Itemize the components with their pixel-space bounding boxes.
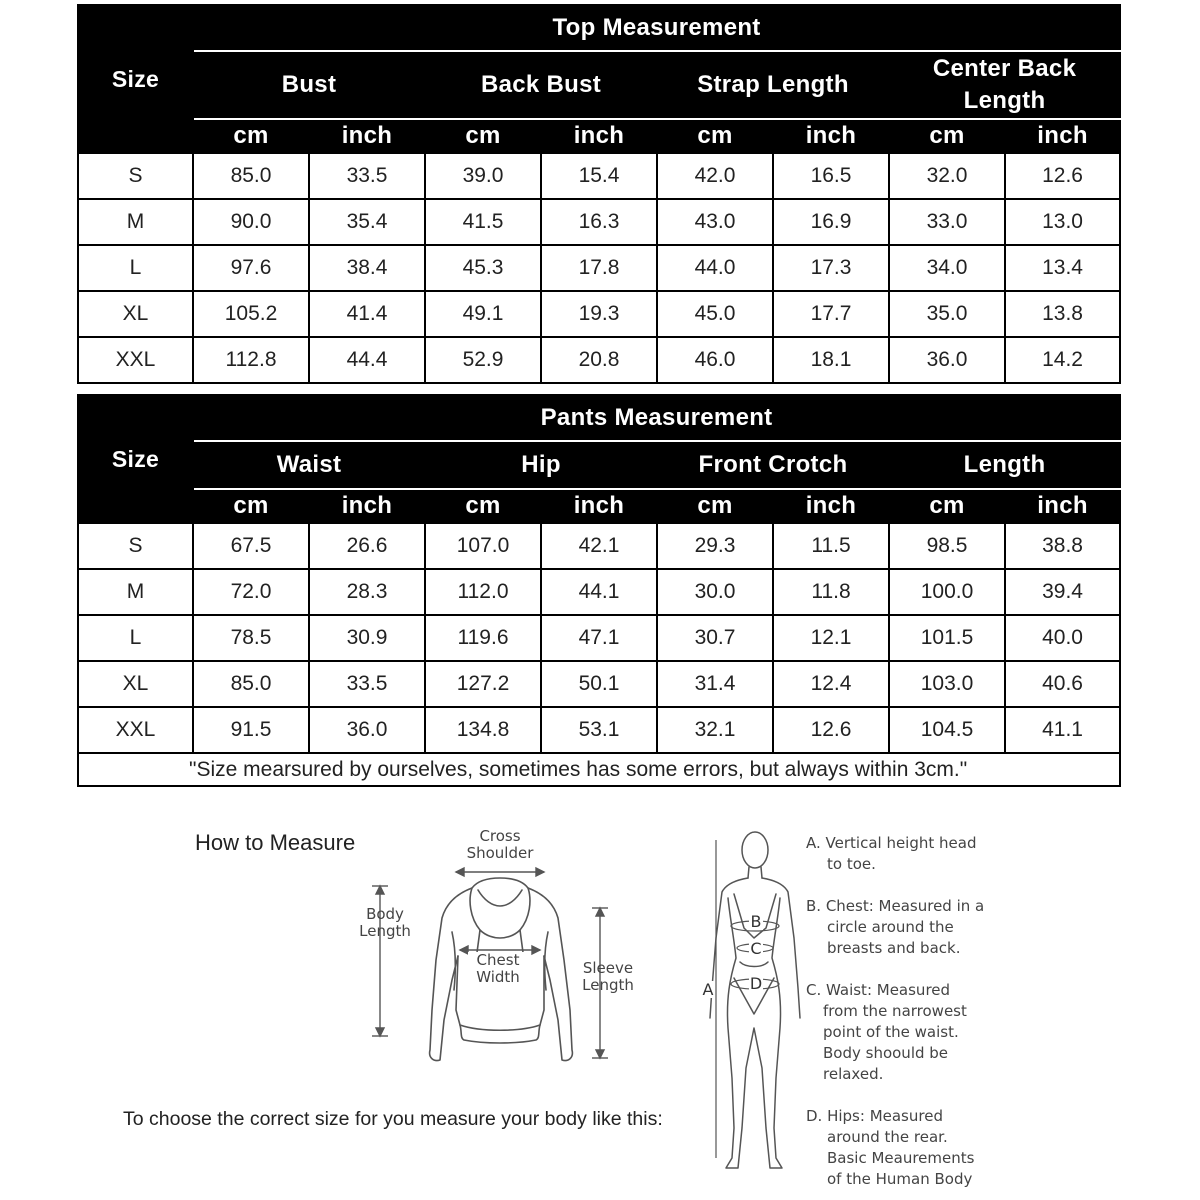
unit-inch: inch [541,489,657,523]
unit-cm: cm [657,119,773,153]
value-cell: 12.1 [773,615,889,661]
value-cell: 90.0 [193,199,309,245]
value-cell: 98.5 [889,523,1005,569]
value-cell: 30.9 [309,615,425,661]
value-cell: 107.0 [425,523,541,569]
value-cell: 17.7 [773,291,889,337]
value-cell: 44.4 [309,337,425,383]
how-to-measure-title: How to Measure [195,830,356,855]
value-cell: 12.6 [773,707,889,753]
value-cell: 127.2 [425,661,541,707]
value-cell: 32.0 [889,153,1005,199]
unit-cm: cm [657,489,773,523]
value-cell: 28.3 [309,569,425,615]
value-cell: 30.0 [657,569,773,615]
value-cell: 41.5 [425,199,541,245]
value-cell: 42.1 [541,523,657,569]
value-cell: 39.0 [425,153,541,199]
body-letter-d: D [749,974,763,993]
value-cell: 20.8 [541,337,657,383]
value-cell: 40.0 [1005,615,1120,661]
top-row-xxl [78,337,1120,383]
value-cell: 36.0 [889,337,1005,383]
top-size-header: Size [78,5,193,153]
value-cell: 100.0 [889,569,1005,615]
value-cell: 103.0 [889,661,1005,707]
value-cell: 119.6 [425,615,541,661]
top-table-body [78,153,1120,383]
value-cell: 52.9 [425,337,541,383]
value-cell: 36.0 [309,707,425,753]
size-cell: XL [78,291,193,337]
value-cell: 33.5 [309,153,425,199]
value-cell: 112.8 [193,337,309,383]
unit-inch: inch [1005,489,1120,523]
size-cell: XXL [78,707,193,753]
value-cell: 34.0 [889,245,1005,291]
value-cell: 41.1 [1005,707,1120,753]
size-cell: M [78,199,193,245]
value-cell: 15.4 [541,153,657,199]
value-cell: 40.6 [1005,661,1120,707]
pants-table-body [78,523,1120,753]
top-table-title: Top Measurement [193,5,1120,51]
pants-unit-row [78,489,1120,523]
value-cell: 43.0 [657,199,773,245]
value-cell: 38.4 [309,245,425,291]
value-cell: 49.1 [425,291,541,337]
value-cell: 16.3 [541,199,657,245]
value-cell: 72.0 [193,569,309,615]
value-cell: 97.6 [193,245,309,291]
note-a: A. Vertical height head to toe. [806,834,977,873]
top-group-back-bust: Back Bust [425,51,657,119]
value-cell: 12.6 [1005,153,1120,199]
size-cell: M [78,569,193,615]
body-letter-b: B [750,912,762,931]
value-cell: 30.7 [657,615,773,661]
pants-row-m [78,569,1120,615]
value-cell: 35.4 [309,199,425,245]
choose-size-instruction: To choose the correct size for you measure your body like this: [123,1108,663,1130]
value-cell: 38.8 [1005,523,1120,569]
value-cell: 44.0 [657,245,773,291]
body-letter-a: A [702,980,714,999]
note-d: D. Hips: Measured around the rear. Basic Meaurements of the Human Body [806,1107,975,1188]
pants-size-header: Size [78,395,193,523]
pants-measurement-table [77,394,1121,787]
note-c: C. Waist: Measured from the narrowest point of the waist. Body shoould be relaxed. [806,981,967,1083]
value-cell: 26.6 [309,523,425,569]
value-cell: 42.0 [657,153,773,199]
value-cell: 32.1 [657,707,773,753]
value-cell: 31.4 [657,661,773,707]
value-cell: 16.9 [773,199,889,245]
unit-cm: cm [889,489,1005,523]
unit-inch: inch [541,119,657,153]
pants-group-length: Length [889,441,1120,489]
top-group-strap-length: Strap Length [657,51,889,119]
pants-group-waist: Waist [193,441,425,489]
pants-row-xxl [78,707,1120,753]
value-cell: 13.8 [1005,291,1120,337]
value-cell: 29.3 [657,523,773,569]
value-cell: 33.0 [889,199,1005,245]
value-cell: 45.0 [657,291,773,337]
unit-inch: inch [1005,119,1120,153]
value-cell: 105.2 [193,291,309,337]
unit-cm: cm [193,489,309,523]
value-cell: 13.4 [1005,245,1120,291]
chest-width-label: Chest Width [468,952,528,986]
pants-group-hip: Hip [425,441,657,489]
value-cell: 13.0 [1005,199,1120,245]
value-cell: 44.1 [541,569,657,615]
value-cell: 16.5 [773,153,889,199]
top-row-xl [78,291,1120,337]
value-cell: 41.4 [309,291,425,337]
value-cell: 39.4 [1005,569,1120,615]
value-cell: 104.5 [889,707,1005,753]
value-cell: 11.8 [773,569,889,615]
size-cell: S [78,523,193,569]
value-cell: 12.4 [773,661,889,707]
pants-row-xl [78,661,1120,707]
value-cell: 85.0 [193,661,309,707]
top-unit-row [78,119,1120,153]
value-cell: 134.8 [425,707,541,753]
unit-cm: cm [193,119,309,153]
value-cell: 11.5 [773,523,889,569]
size-cell: XL [78,661,193,707]
value-cell: 35.0 [889,291,1005,337]
human-body-diagram [700,828,810,1178]
pants-group-front-crotch: Front Crotch [657,441,889,489]
body-length-label: Body Length [359,905,411,940]
top-group-center-back-length: Center Back Length [889,51,1120,119]
value-cell: 112.0 [425,569,541,615]
unit-cm: cm [889,119,1005,153]
unit-inch: inch [309,489,425,523]
top-group-bust: Bust [193,51,425,119]
top-row-l [78,245,1120,291]
value-cell: 17.8 [541,245,657,291]
cross-shoulder-label: Cross Shoulder [466,827,534,862]
value-cell: 45.3 [425,245,541,291]
size-cell: S [78,153,193,199]
value-cell: 91.5 [193,707,309,753]
value-cell: 101.5 [889,615,1005,661]
unit-inch: inch [773,119,889,153]
top-row-s [78,153,1120,199]
value-cell: 53.1 [541,707,657,753]
value-cell: 19.3 [541,291,657,337]
pants-row-l [78,615,1120,661]
pants-table-title: Pants Measurement [193,395,1120,441]
pants-row-s [78,523,1120,569]
value-cell: 17.3 [773,245,889,291]
size-cell: L [78,245,193,291]
value-cell: 47.1 [541,615,657,661]
value-cell: 14.2 [1005,337,1120,383]
size-cell: L [78,615,193,661]
value-cell: 85.0 [193,153,309,199]
body-letter-c: C [750,939,762,958]
value-cell: 50.1 [541,661,657,707]
top-row-m [78,199,1120,245]
value-cell: 67.5 [193,523,309,569]
note-b: B. Chest: Measured in a circle around the breasts and back. [806,897,985,957]
value-cell: 46.0 [657,337,773,383]
unit-cm: cm [425,119,541,153]
unit-cm: cm [425,489,541,523]
sleeve-length-label: Sleeve Length [582,959,634,994]
value-cell: 18.1 [773,337,889,383]
value-cell: 78.5 [193,615,309,661]
top-measurement-table [77,4,1121,384]
size-cell: XXL [78,337,193,383]
value-cell: 33.5 [309,661,425,707]
unit-inch: inch [309,119,425,153]
unit-inch: inch [773,489,889,523]
size-disclaimer-note: "Size mearsured by ourselves, sometimes has some errors, but always within 3cm." [78,753,1120,786]
